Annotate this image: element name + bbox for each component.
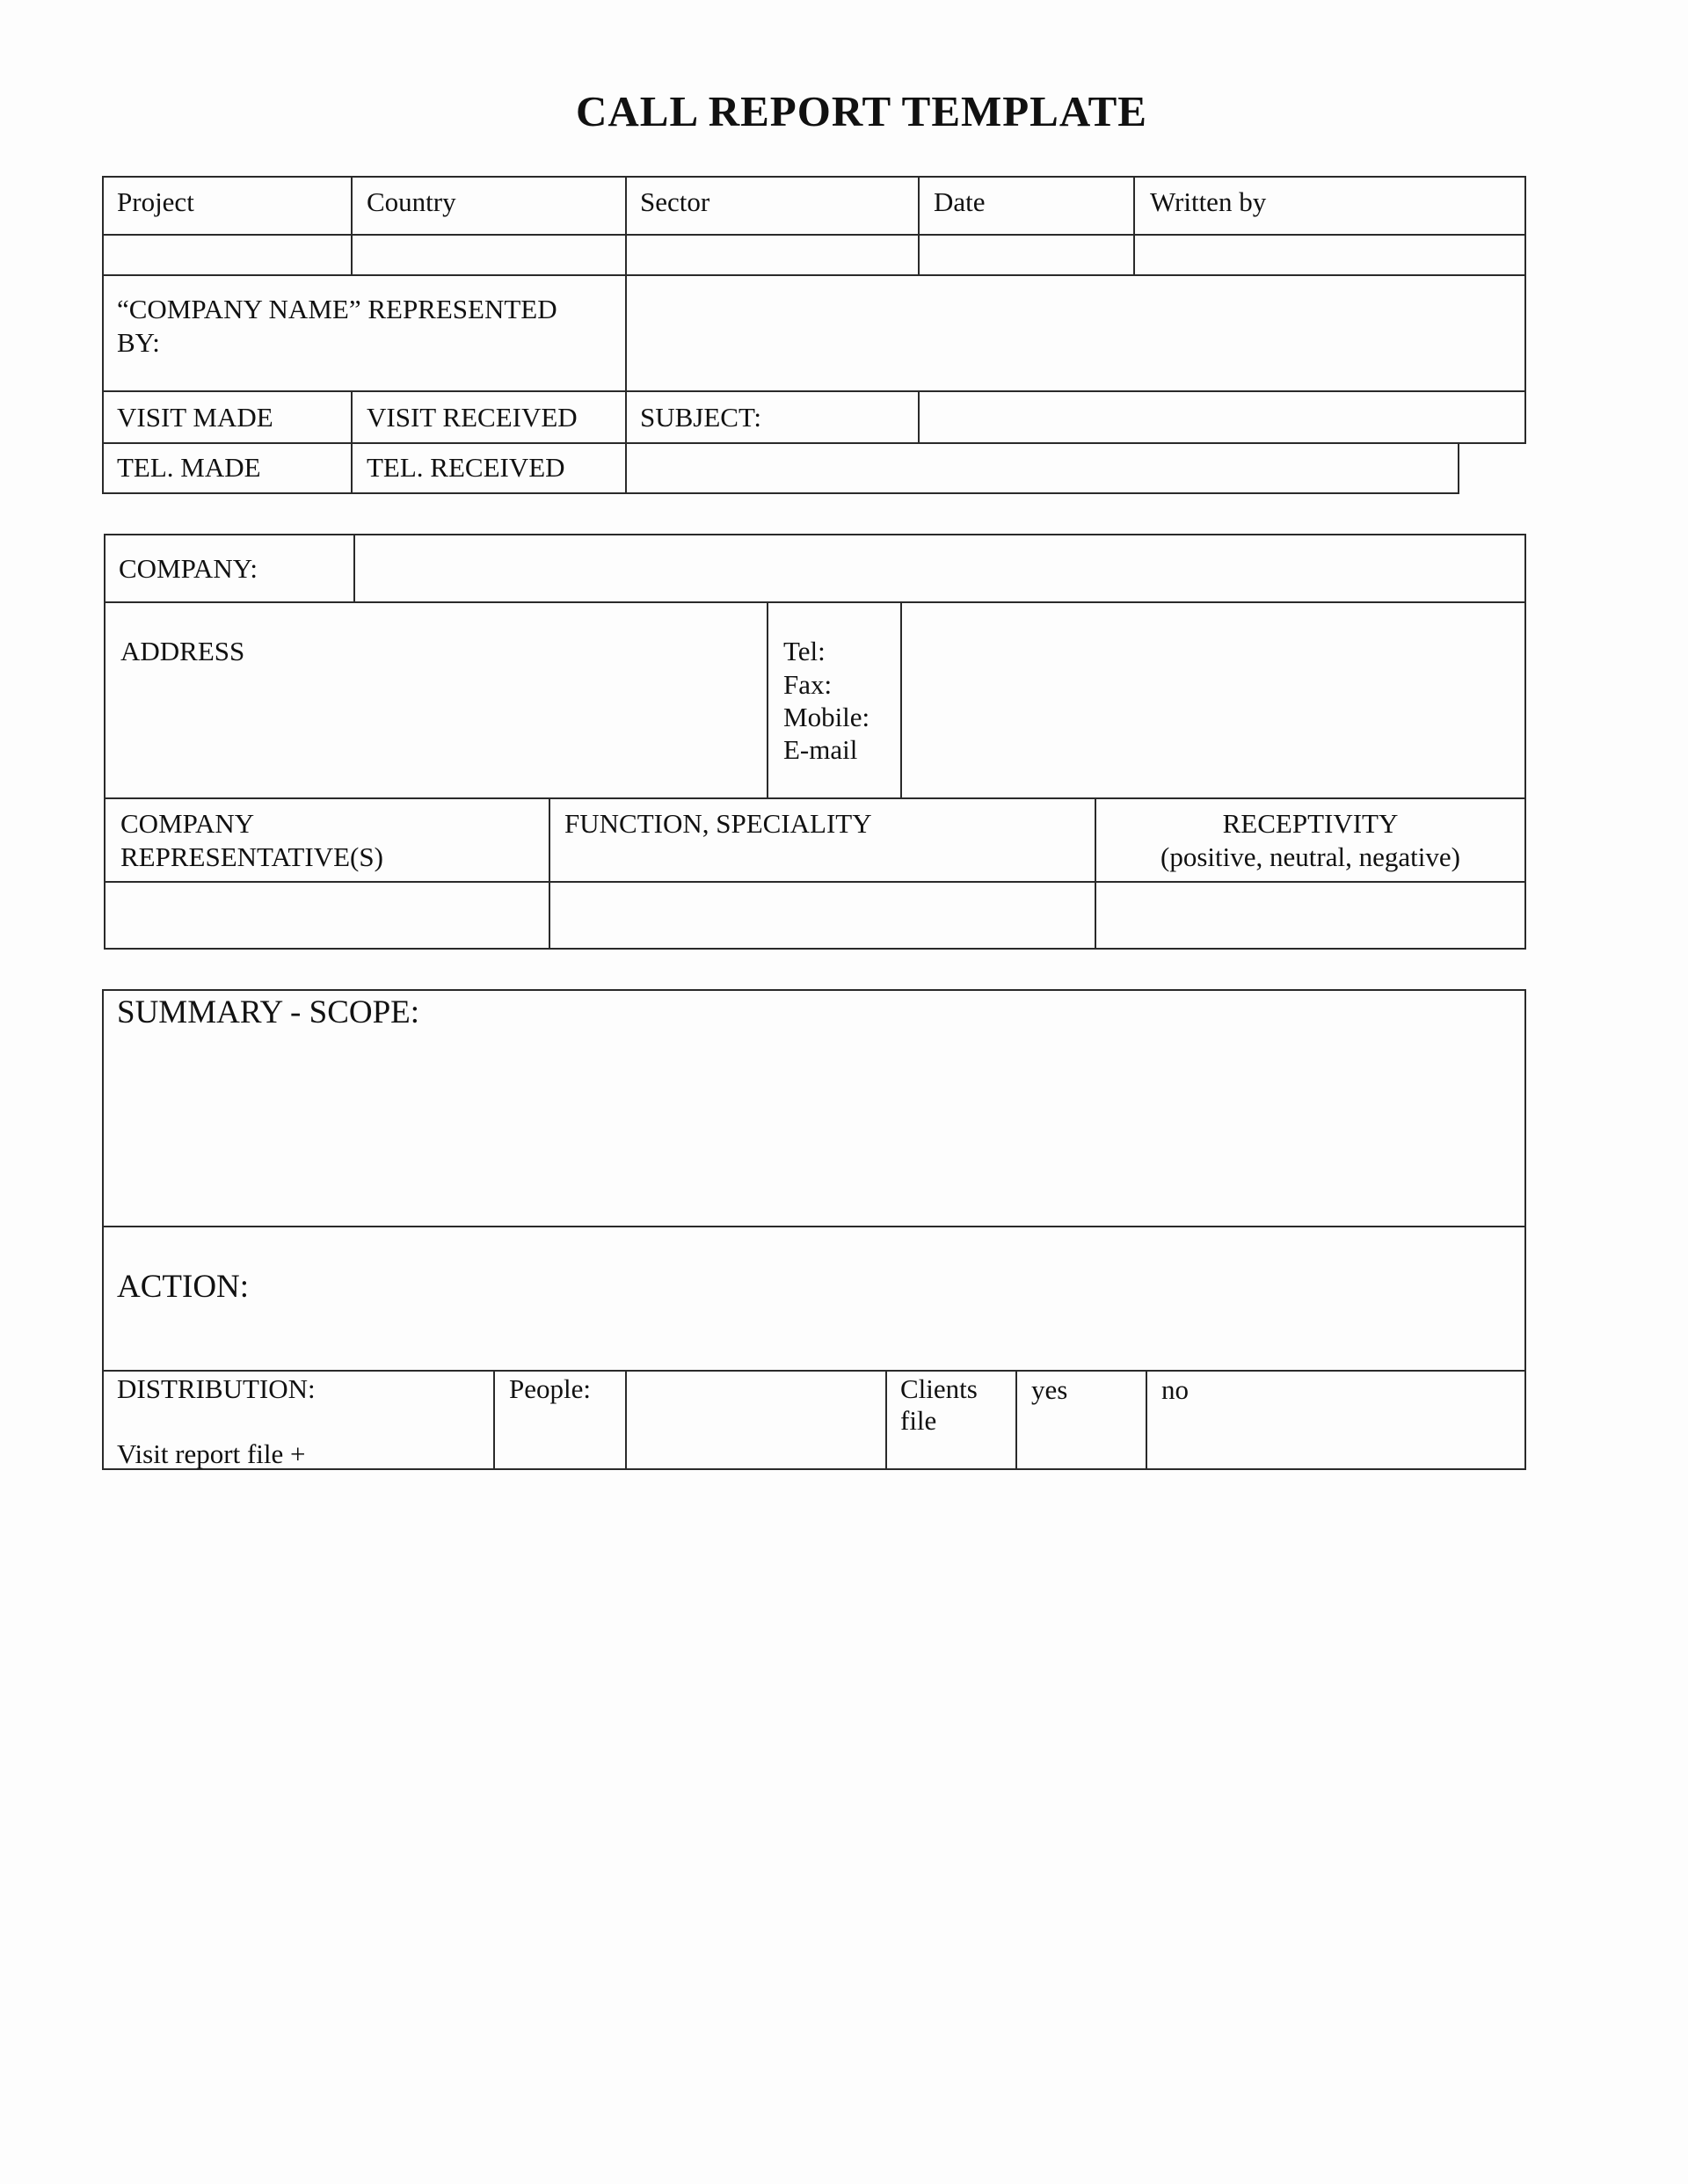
representatives-label-line2: REPRESENTATIVE(S) bbox=[120, 841, 383, 872]
divider bbox=[1458, 442, 1459, 494]
divider bbox=[1524, 176, 1526, 444]
yes-option[interactable]: yes bbox=[1031, 1374, 1068, 1405]
representatives-label-line1: COMPANY bbox=[120, 808, 255, 839]
date-label: Date bbox=[934, 186, 986, 217]
divider bbox=[1524, 989, 1526, 1470]
representative-field[interactable] bbox=[106, 883, 549, 948]
represented-by-label-line2: BY: bbox=[117, 327, 160, 358]
address-label: ADDRESS bbox=[120, 636, 245, 666]
divider bbox=[493, 1370, 495, 1470]
divider bbox=[102, 176, 104, 494]
address-field[interactable] bbox=[106, 603, 767, 797]
visit-report-file-label: Visit report file + bbox=[117, 1438, 306, 1469]
summary-label: SUMMARY - SCOPE: bbox=[117, 994, 420, 1030]
contact-field[interactable] bbox=[902, 603, 1524, 797]
people-field[interactable] bbox=[627, 1372, 885, 1468]
divider bbox=[1524, 534, 1526, 950]
tel-label: Tel: bbox=[783, 636, 826, 666]
divider bbox=[767, 601, 768, 798]
divider bbox=[885, 1370, 887, 1470]
divider bbox=[102, 989, 1526, 991]
written-by-label: Written by bbox=[1150, 186, 1267, 217]
function-field[interactable] bbox=[550, 883, 1095, 948]
country-field[interactable] bbox=[353, 236, 625, 274]
divider bbox=[102, 176, 1526, 178]
represented-by-field[interactable] bbox=[627, 276, 1524, 390]
divider bbox=[102, 1468, 1526, 1470]
people-label: People: bbox=[509, 1373, 591, 1404]
visit-made-label[interactable]: VISIT MADE bbox=[117, 402, 273, 433]
distribution-label: DISTRIBUTION: bbox=[117, 1373, 316, 1404]
summary-field[interactable] bbox=[104, 1037, 1524, 1226]
email-label: E-mail bbox=[783, 734, 858, 765]
visit-received-label[interactable]: VISIT RECEIVED bbox=[367, 402, 578, 433]
page-title: CALL REPORT TEMPLATE bbox=[576, 87, 1147, 135]
divider bbox=[104, 797, 1526, 799]
receptivity-label-line1: RECEPTIVITY bbox=[1222, 808, 1399, 839]
divider bbox=[102, 492, 1459, 494]
clients-file-label-line2: file bbox=[900, 1405, 937, 1436]
subject-label: SUBJECT: bbox=[640, 402, 761, 433]
company-label: COMPANY: bbox=[119, 553, 258, 584]
divider bbox=[351, 390, 353, 494]
mobile-label: Mobile: bbox=[783, 702, 870, 732]
function-label: FUNCTION, SPECIALITY bbox=[564, 808, 872, 839]
written-by-field[interactable] bbox=[1135, 236, 1524, 274]
company-field[interactable] bbox=[355, 535, 1524, 601]
no-option[interactable]: no bbox=[1161, 1374, 1189, 1405]
divider bbox=[1015, 1370, 1017, 1470]
receptivity-label-line2: (positive, neutral, negative) bbox=[1160, 841, 1460, 872]
date-field[interactable] bbox=[920, 236, 1133, 274]
sector-label: Sector bbox=[640, 186, 710, 217]
receptivity-field[interactable] bbox=[1096, 883, 1524, 948]
tel-field[interactable] bbox=[627, 444, 1458, 492]
tel-made-label[interactable]: TEL. MADE bbox=[117, 452, 261, 483]
divider bbox=[104, 948, 1526, 950]
fax-label: Fax: bbox=[783, 669, 833, 700]
sector-field[interactable] bbox=[627, 236, 918, 274]
action-label: ACTION: bbox=[117, 1269, 250, 1305]
subject-field[interactable] bbox=[920, 392, 1524, 442]
country-label: Country bbox=[367, 186, 456, 217]
divider bbox=[1146, 1370, 1147, 1470]
clients-file-label-line1: Clients bbox=[900, 1373, 978, 1404]
project-field[interactable] bbox=[104, 236, 351, 274]
project-label: Project bbox=[117, 186, 194, 217]
action-field[interactable] bbox=[308, 1227, 1524, 1370]
tel-received-label[interactable]: TEL. RECEIVED bbox=[367, 452, 565, 483]
represented-by-label-line1: “COMPANY NAME” REPRESENTED bbox=[117, 294, 557, 324]
